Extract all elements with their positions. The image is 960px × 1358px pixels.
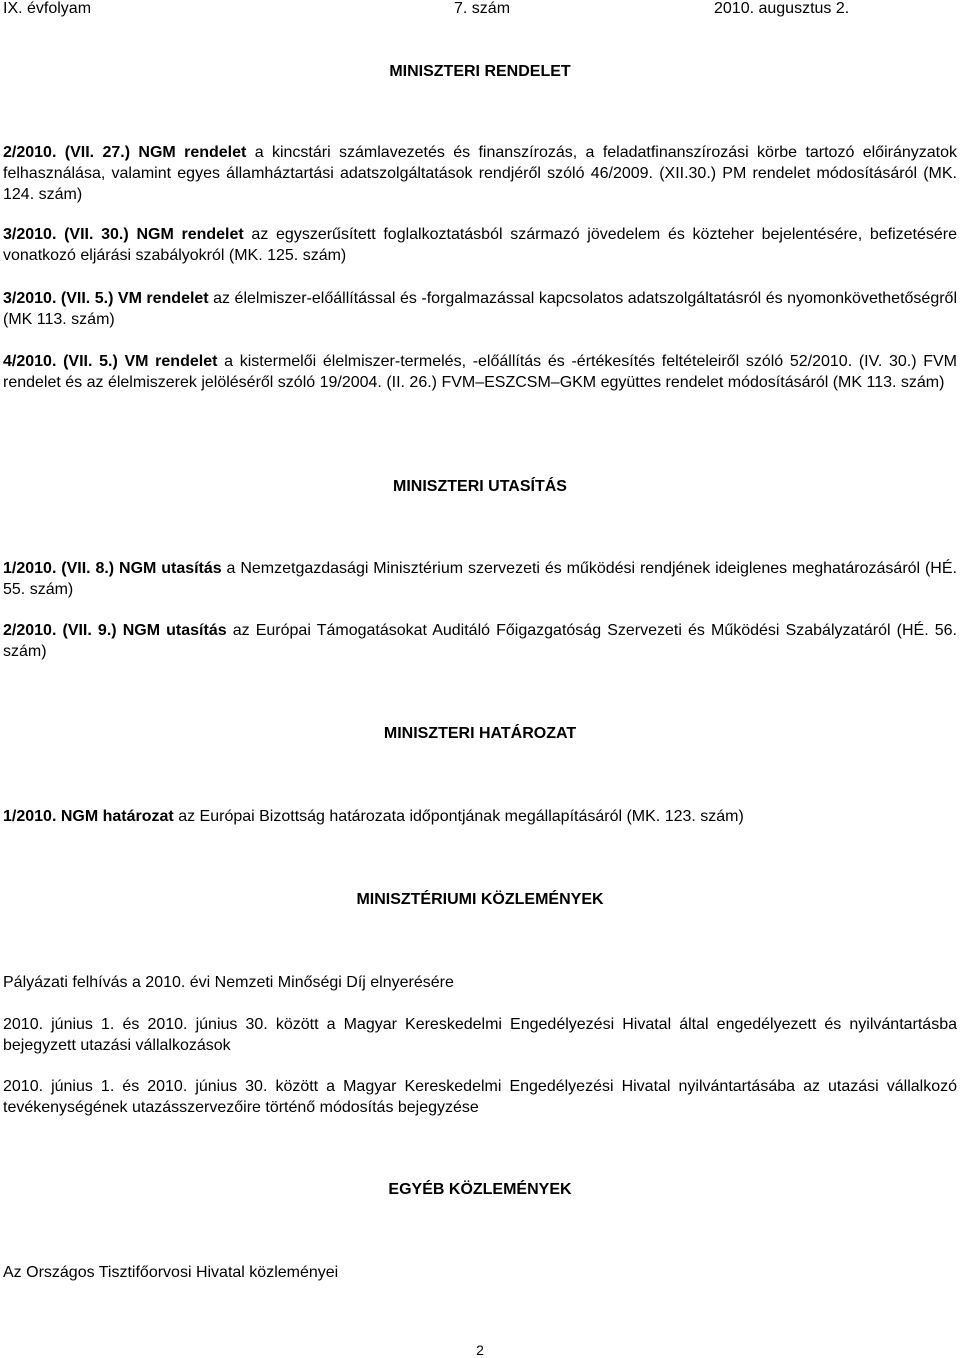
- kozlemeny-item: Pályázati felhívás a 2010. évi Nemzeti Minőségi Díj elnyerésére: [3, 974, 454, 991]
- utasitas-entry: [3, 620, 957, 662]
- page-header: [0, 0, 960, 20]
- rendelet-entry: [3, 142, 957, 205]
- entry-number: 2/2010. (VII. 9.): [3, 622, 117, 639]
- entry-text: az Európai Támogatásokat Auditáló Főigazgatóság Szervezeti és Működési Szabályzatáról (HÉ. 56. szám): [3, 622, 957, 660]
- section-title-kozlemenyek: MINISZTÉRIUMI KÖZLEMÉNYEK: [356, 891, 604, 908]
- entry-text: a kistermelői élelmiszer-termelés, -előállítás és -értékesítés feltételeiről szóló 52/2010. (IV. 30.) FVM rendelet és az élelmiszerek jelöléséről szóló 19/2004. (II. 26.) FVM–ESZCSM–GKM együttes rendelet módosításáról (MK 113. szám): [3, 353, 957, 391]
- entry-type: NGM utasítás: [119, 560, 222, 577]
- section-title-hatarozat: MINISZTERI HATÁROZAT: [383, 725, 577, 742]
- rendelet-entry: [3, 224, 957, 266]
- kozlemeny-item: 2010. június 1. és 2010. június 30. között a Magyar Kereskedelmi Engedélyezési Hivatal által engedélyezett és nyilvántartásba bejegyzett utazási vállalkozások: [3, 1016, 957, 1054]
- section-title-rendelet: MINISZTERI RENDELET: [389, 63, 571, 80]
- volume-label: IX. évfolyam: [3, 0, 92, 17]
- section-title-egyeb: EGYÉB KÖZLEMÉNYEK: [388, 1181, 572, 1198]
- entry-type: NGM rendelet: [136, 226, 244, 243]
- egyeb-item: Az Országos Tisztifőorvosi Hivatal közleményei: [3, 1264, 339, 1281]
- rendelet-entry: [3, 351, 957, 393]
- entry-type: NGM utasítás: [122, 622, 227, 639]
- entry-number: 3/2010. (VII. 5.): [3, 290, 114, 307]
- entry-type: NGM határozat: [60, 808, 174, 825]
- date-label: 2010. augusztus 2.: [714, 0, 850, 17]
- entry-text: a kincstári számlavezetés és finanszírozás, a feladatfinanszírozási körbe tartozó előirányzatok felhasználása, valamint egyes államháztartási adatszolgáltatások rendjéről szóló 46/2009. (XII.30.) PM rendelet módosításáról (MK. 124. szám): [3, 144, 957, 203]
- entry-text: az Európai Bizottság határozata időpontjának megállapításáról (MK. 123. szám): [173, 808, 744, 825]
- hatarozat-entry: [3, 806, 957, 827]
- utasitas-entry: [3, 558, 957, 600]
- issue-label: 7. szám: [454, 0, 511, 17]
- page-number: 2: [476, 1342, 484, 1358]
- entry-number: 1/2010. (VII. 8.): [3, 560, 115, 577]
- entry-number: 1/2010.: [3, 808, 57, 825]
- kozlemeny-item: 2010. június 1. és 2010. június 30. között a Magyar Kereskedelmi Engedélyezési Hivatal nyilvántartásába az utazási vállalkozó tevékenységének utazásszervezőire történő módosítás bejegyzése: [3, 1078, 957, 1116]
- entry-text: az élelmiszer-előállítással és -forgalmazással kapcsolatos adatszolgáltatásról és nyomonkövethetőségről (MK 113. szám): [3, 290, 957, 328]
- section-title-utasitas: MINISZTERI UTASÍTÁS: [393, 478, 567, 495]
- entry-text: a Nemzetgazdasági Minisztérium szervezeti és működési rendjének ideiglenes meghatározásáról (HÉ. 55. szám): [3, 560, 957, 598]
- entry-type: VM rendelet: [117, 290, 209, 307]
- entry-type: VM rendelet: [124, 353, 218, 370]
- rendelet-entry: [3, 288, 957, 330]
- entry-number: 3/2010. (VII. 30.): [3, 226, 129, 243]
- entry-type: NGM rendelet: [138, 144, 247, 161]
- entry-number: 4/2010. (VII. 5.): [3, 353, 118, 370]
- entry-text: az egyszerűsített foglalkoztatásból származó jövedelem és közteher bejelentésére, befizetésére vonatkozó eljárási szabályokról (MK. 125. szám): [3, 226, 958, 264]
- entry-number: 2/2010. (VII. 27.): [3, 144, 131, 161]
